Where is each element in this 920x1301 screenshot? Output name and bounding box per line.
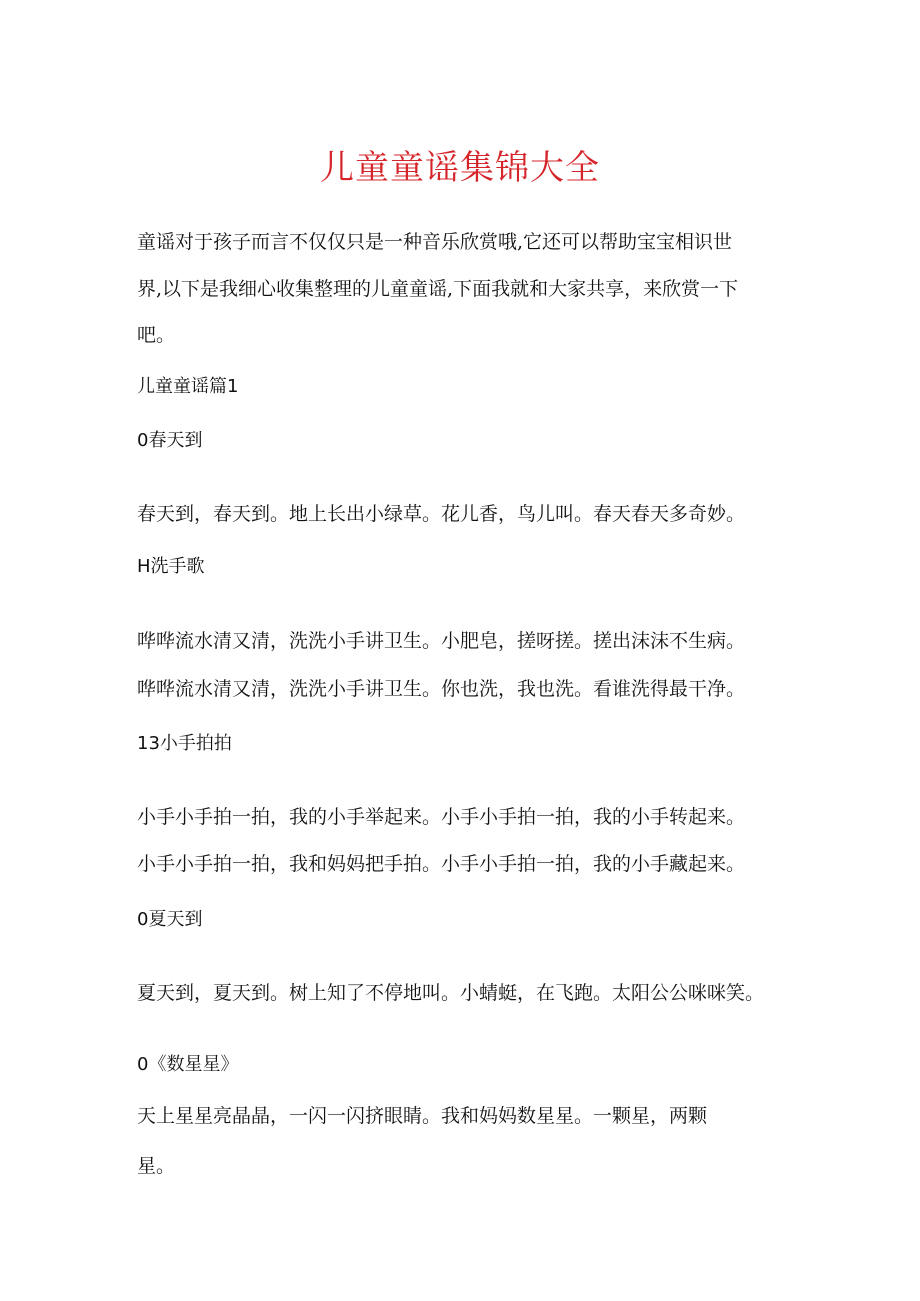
section-heading: 儿童童谣篇1 xyxy=(137,376,239,397)
song-heading-stars: 0《数星星》 xyxy=(137,1054,239,1075)
song-heading-handwash: H洗手歌 xyxy=(137,556,205,577)
song-line-clap-1: 小手小手拍一拍，我的小手举起来。小手小手拍一拍，我的小手转起来。 xyxy=(137,806,746,828)
song-line-handwash-1: 哗哗流水清又清，洗洗小手讲卫生。小肥皂，搓呀搓。搓出沫沫不生病。 xyxy=(137,630,746,652)
song-line-summer-1: 夏天到，夏天到。树上知了不停地叫。小蜻蜓，在飞跑。太阳公公咪咪笑。 xyxy=(137,982,765,1004)
intro-line-1: 童谣对于孩子而言不仅仅只是一种音乐欣赏哦,它还可以帮助宝宝相识世 xyxy=(137,231,733,253)
song-line-stars-1: 天上星星亮晶晶，一闪一闪挤眼睛。我和妈妈数星星。一颗星，两颗 xyxy=(137,1105,708,1127)
document-title: 儿童童谣集锦大全 xyxy=(320,148,600,188)
song-heading-summer: 0夏天到 xyxy=(137,909,203,930)
intro-line-3: 吧。 xyxy=(137,324,176,346)
song-line-stars-2: 星。 xyxy=(137,1155,176,1177)
song-heading-spring: 0春天到 xyxy=(137,430,203,451)
song-line-clap-2: 小手小手拍一拍，我和妈妈把手拍。小手小手拍一拍，我的小手藏起来。 xyxy=(137,853,746,875)
song-line-handwash-2: 哗哗流水清又清，洗洗小手讲卫生。你也洗，我也洗。看谁洗得最干净。 xyxy=(137,678,746,700)
song-line-spring-1: 春天到，春天到。地上长出小绿草。花儿香，鸟儿叫。春天春天多奇妙。 xyxy=(137,503,746,525)
intro-line-2: 界,以下是我细心收集整理的儿童童谣,下面我就和大家共享，来欣赏一下 xyxy=(137,278,739,300)
song-heading-clap: 13小手拍拍 xyxy=(137,733,232,754)
